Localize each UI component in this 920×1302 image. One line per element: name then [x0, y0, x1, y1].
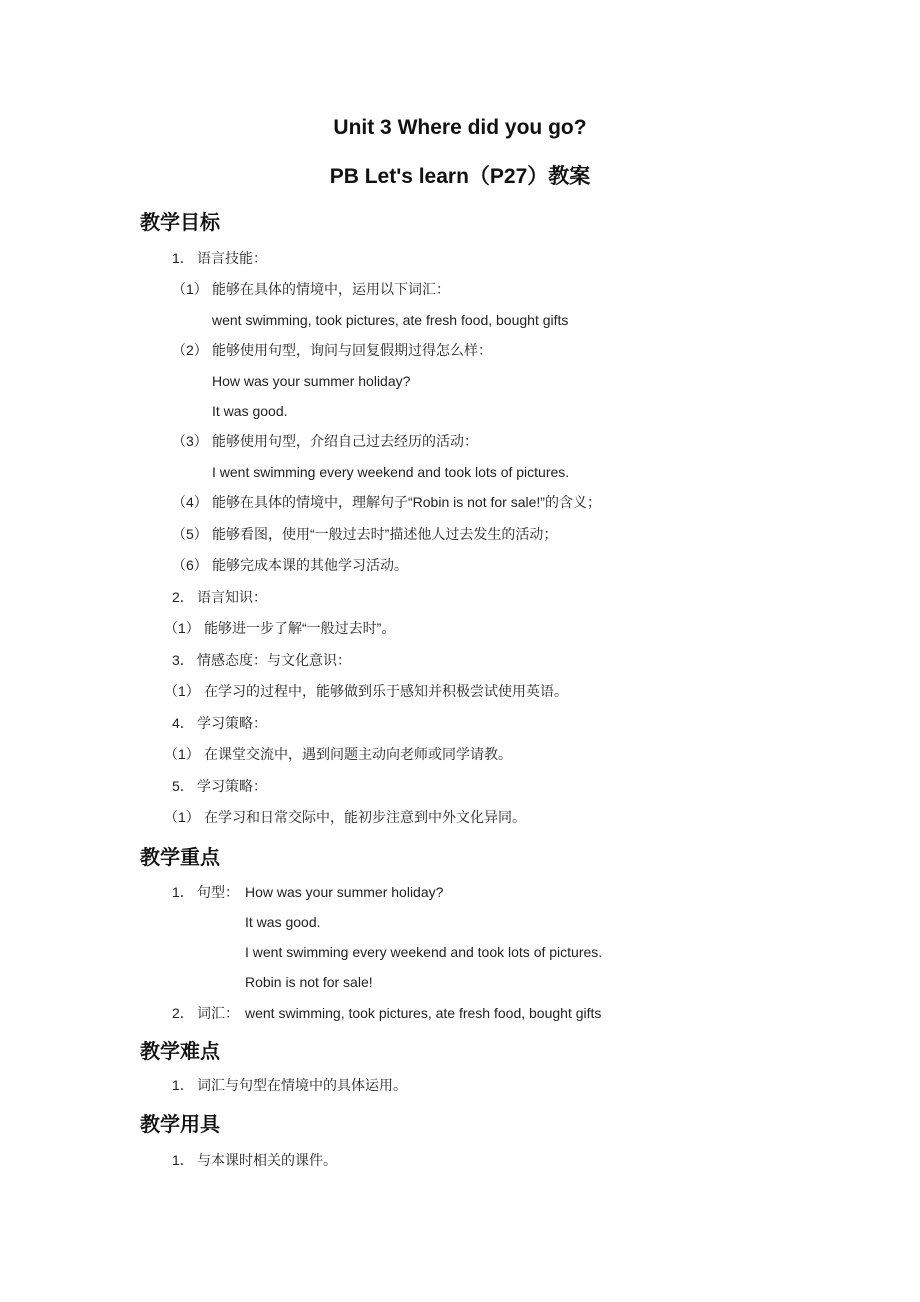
key-point-item-1 [172, 882, 443, 902]
objective-item-1 [172, 248, 267, 268]
key-point-item-2 [172, 1003, 601, 1023]
subitem-number: （5） [172, 526, 208, 542]
item-text: 词汇与句型在情境中的具体运用。 [197, 1077, 407, 1093]
objective-item-4 [172, 713, 267, 733]
item-label: 情感态度：与文化意识： [197, 652, 351, 668]
objective-subitem [164, 618, 395, 638]
sentence-pattern: I went swimming every weekend and took lots of pictures. [245, 944, 603, 960]
objective-item-5 [172, 776, 267, 796]
objective-subitem [164, 681, 568, 701]
sentence-pattern: How was your summer holiday? [245, 884, 444, 900]
objective-item-3 [172, 650, 351, 670]
item-number: 1． [172, 1152, 194, 1168]
item-number: 2． [172, 589, 194, 605]
objective-subitem [164, 807, 526, 827]
item-label: 学习策略： [197, 715, 267, 731]
subitem-text: 能够使用句型，介绍自己过去经历的活动： [212, 433, 478, 449]
subitem-number: （1） [172, 281, 208, 297]
item-number: 1． [172, 1077, 194, 1093]
subitem-text: 能够在具体的情境中，理解句子“Robin is not for sale!”的含义； [212, 494, 601, 510]
item-number: 4． [172, 715, 194, 731]
item-label: 学习策略： [197, 778, 267, 794]
section-heading-difficulties: 教学难点 [140, 1041, 220, 1063]
subitem-number: （1） [164, 620, 200, 636]
objective-subitem [172, 431, 478, 451]
item-number: 3． [172, 652, 194, 668]
example-sentence: It was good. [212, 403, 288, 419]
subitem-text: 能够在具体的情境中，运用以下词汇： [212, 281, 450, 297]
document-title: Unit 3 Where did you go? [333, 116, 587, 139]
subitem-number: （1） [164, 809, 200, 825]
subitem-text: 在课堂交流中，遇到问题主动向老师或同学请教。 [204, 746, 512, 762]
difficulty-item [172, 1075, 407, 1095]
item-number: 5． [172, 778, 194, 794]
subitem-text: 在学习的过程中，能够做到乐于感知并积极尝试使用英语。 [204, 683, 568, 699]
item-text: 与本课时相关的课件。 [197, 1152, 337, 1168]
subitem-number: （3） [172, 433, 208, 449]
material-item [172, 1150, 337, 1170]
objective-item-2 [172, 587, 267, 607]
subitem-number: （1） [164, 683, 200, 699]
example-vocabulary: went swimming, took pictures, ate fresh food, bought gifts [212, 312, 569, 328]
objective-subitem [172, 524, 557, 544]
subitem-number: （6） [172, 557, 208, 573]
item-label: 语言技能： [197, 250, 267, 266]
section-heading-key-points: 教学重点 [140, 847, 220, 869]
vocabulary-list: went swimming, took pictures, ate fresh food, bought gifts [245, 1005, 602, 1021]
document-subtitle: PB Let's learn（P27）教案 [329, 165, 591, 188]
subitem-number: （4） [172, 494, 208, 510]
objective-subitem [172, 555, 408, 575]
objective-subitem [172, 340, 492, 360]
subitem-text: 能够进一步了解“一般过去时”。 [204, 620, 396, 636]
subitem-text: 能够使用句型，询问与回复假期过得怎么样： [212, 342, 492, 358]
objective-subitem [164, 744, 512, 764]
example-sentence: I went swimming every weekend and took lots of pictures. [212, 464, 570, 480]
subitem-number: （2） [172, 342, 208, 358]
item-number: 1． [172, 250, 194, 266]
sentence-pattern: Robin is not for sale! [245, 974, 373, 990]
subitem-text: 能够看图，使用“一般过去时”描述他人过去发生的活动； [212, 526, 558, 542]
section-heading-materials: 教学用具 [140, 1114, 220, 1136]
item-label: 词汇： [197, 1005, 239, 1021]
section-heading-objectives: 教学目标 [140, 212, 220, 234]
example-sentence: How was your summer holiday? [212, 373, 411, 389]
subitem-number: （1） [164, 746, 200, 762]
item-label: 语言知识： [197, 589, 267, 605]
objective-subitem [172, 492, 601, 512]
item-number: 1． [172, 884, 194, 900]
item-label: 句型： [197, 884, 239, 900]
objective-subitem [172, 279, 450, 299]
subitem-text: 能够完成本课的其他学习活动。 [212, 557, 408, 573]
item-number: 2． [172, 1005, 194, 1021]
sentence-pattern: It was good. [245, 914, 321, 930]
subitem-text: 在学习和日常交际中，能初步注意到中外文化异同。 [204, 809, 526, 825]
